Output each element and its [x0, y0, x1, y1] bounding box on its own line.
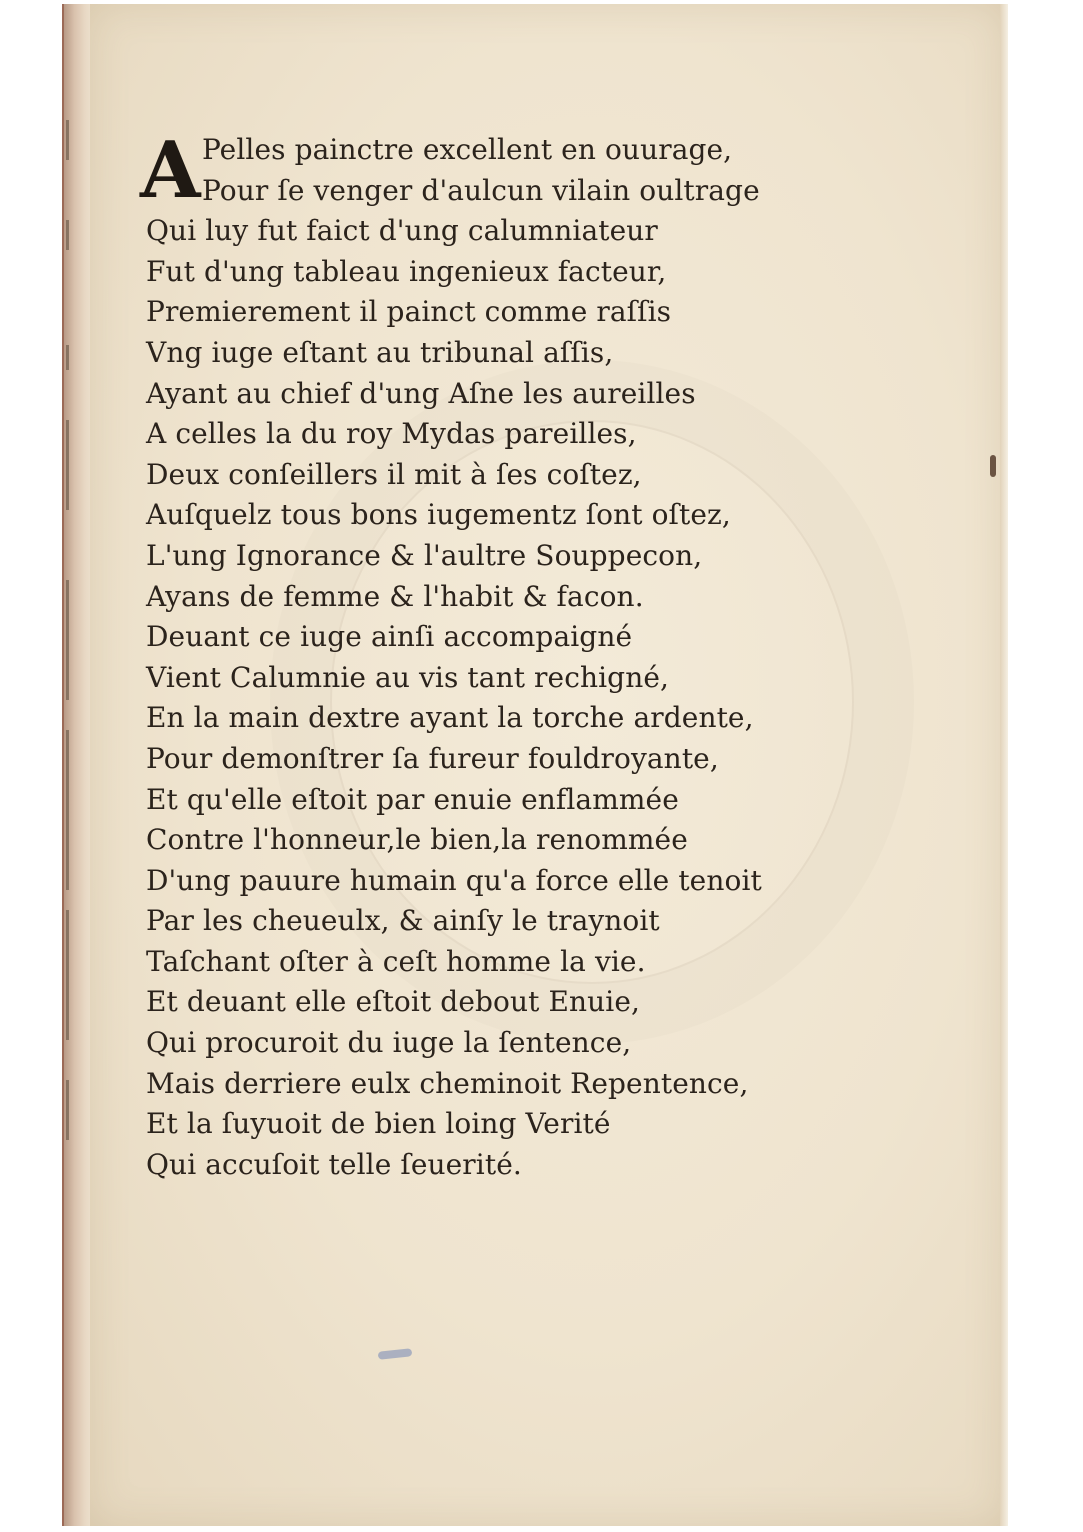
poem-line: A celles la du roy Mydas pareilles, [146, 417, 637, 451]
poem-line: Vng iuge eſtant au tribunal aſſis, [146, 335, 614, 369]
poem-line: Pour demonſtrer ſa fureur fouldroyante, [146, 741, 719, 775]
poem-line: Ayant au chief d'ung Aſne les aureilles [146, 376, 696, 410]
gutter-ornament [66, 345, 79, 370]
poem-text [140, 125, 846, 1185]
poem-line: Et qu'elle eſtoit par enuie enflammée [146, 782, 679, 816]
gutter-ornament [66, 910, 79, 1040]
poem-line: Auſquelz tous bons iugementz ſont oſtez, [146, 498, 731, 532]
poem-line: Qui procuroit du iuge la ſentence, [146, 1026, 632, 1060]
gutter-ornament [66, 1080, 79, 1140]
poem-line: Premierement il painct comme raſſis [146, 295, 672, 329]
poem-line: Ayans de femme & l'habit & facon. [146, 579, 644, 613]
poem-line: Qui luy fut faict d'ung calumniateur [146, 214, 658, 248]
gutter-ornament [66, 220, 79, 250]
poem-line: Et la ſuyuoit de bien loing Verité [146, 1107, 611, 1141]
poem-line: Et deuant elle eſtoit debout Enuie, [146, 985, 640, 1019]
drop-cap-initial: A [140, 125, 201, 216]
poem-line: Fut d'ung tableau ingenieux facteur, [146, 254, 667, 288]
page-edge [1000, 4, 1008, 1526]
poem-line: Taſchant oſter à ceſt homme la vie. [146, 944, 646, 978]
poem-line: Pour ſe venger d'aulcun vilain oultrage [202, 173, 760, 207]
poem-line: Par les cheueulx, & ainſy le traynoit [146, 904, 660, 938]
poem-line: Vient Calumnie au vis tant rechigné, [146, 660, 670, 694]
poem-line: Mais derriere eulx cheminoit Repentence, [146, 1066, 749, 1100]
gutter-ornament [66, 120, 79, 160]
gutter-ornament [66, 420, 79, 510]
margin-stain [990, 455, 996, 477]
poem-line: Deux conſeillers il mit à ſes coſtez, [146, 457, 642, 491]
poem-line: L'ung Ignorance & l'aultre Souppecon, [146, 538, 703, 572]
gutter-ornament [66, 580, 79, 700]
poem-line: Pelles painctre excellent en ouurage, [202, 133, 733, 166]
poem-line: Contre l'honneur,le bien,la renommée [146, 823, 688, 857]
poem-line: D'ung pauure humain qu'a force elle tenoit [146, 863, 762, 897]
poem-line: Deuant ce iuge ainſi accompaigné [146, 620, 633, 654]
gutter-ornament [66, 730, 79, 890]
poem-line: En la main dextre ayant la torche ardente, [146, 701, 754, 735]
poem-line: Qui accuſoit telle ſeuerité. [146, 1147, 522, 1181]
